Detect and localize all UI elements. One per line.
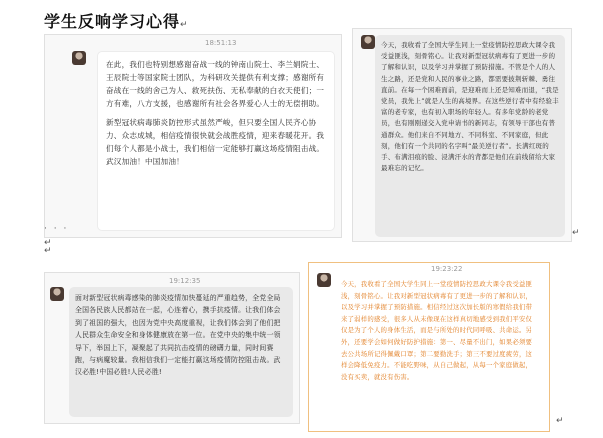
avatar xyxy=(50,287,64,301)
return-mark: ↵ xyxy=(44,246,52,256)
message-bubble xyxy=(69,287,293,417)
timestamp: 18:51:13 xyxy=(205,39,237,47)
message-text: 今天，我收看了全国大学生同上一堂疫情防控思政大课令我受益匪浅，刻骨铭心。让我对新型冠状病毒有了更进一步的了解和认识，以及学习并掌握了预防措施。相信经过这次加长版的寒假给我们带来了弱样的感受，很多人从未像现在这样真切地感受到我们平安仅仅是为了个人的身体生活，而是与所处的时代同呼吸、共命运。另外，还要学会如何做好防护措施：第一、尽量不出门，如果必须要去公共场所记得佩戴口罩；第二要勤洗手；第三不要过度疲劳，这样会降低免疫力。不能吃野味，从自己做起，从每一个家庭做起，没有买卖，就没有伤害。 xyxy=(341,280,533,381)
timestamp: 19:23:22 xyxy=(431,265,463,273)
chat-screenshot-4 xyxy=(308,262,550,432)
avatar xyxy=(361,35,375,49)
document-title xyxy=(44,9,189,32)
document-title-text: 学生反响学习心得 xyxy=(44,12,181,31)
timestamp: 19:12:35 xyxy=(169,277,201,285)
ellipsis: · · · xyxy=(44,224,69,234)
return-mark: ↵ xyxy=(180,20,189,30)
chat-screenshot-1 xyxy=(44,34,342,238)
message-text: 今天，我收看了全国大学生同上一堂疫情防控思政大课令我受益匪浅，刻骨铭心。让我对新型冠状病毒有了更进一步的了解和认识，以及学习并掌握了预防措施。不管是个人的人生之路，还是党和人民的事业之路，都需要披荆斩棘、勇往直前。在每一个困难面前，是迎难而上还是知难而退，“我是党员，我先上”就是人生的高境界。在这些逆行者中有经验丰富的老专家，也有初入职场的年轻人。有多年党龄的老党员，也有刚刚递交入党申请书的新同志，有领导干部也有普通群众。他们来自不同地方、不同科室、不同家庭，但此刻，他们有一个共同的名字叫“最美逆行者”。长满红斑的手、布满泪痕的脸、浸满汗水的背都是他们在前线留给大家最难忘的记忆。 xyxy=(381,41,559,173)
message-bubble xyxy=(335,275,543,427)
chat-screenshot-3 xyxy=(44,272,300,424)
return-mark: ↵ xyxy=(572,228,580,238)
return-mark: ↵ xyxy=(556,416,564,426)
message-bubble xyxy=(375,35,565,237)
message-text: 在此，我们也特别想感谢奋战一线的钟南山院士、李兰娟院士、王辰院士等国家院士团队，为科研攻关提供有利支撑；感谢所有奋战在一线的舍己为人、救死扶伤、无私奉献的白衣天使们；一方有难，八方支援，也感谢所有社会各界爱心人士的无偿捐助。 xyxy=(106,60,325,108)
message-text: 面对新型冠状病毒感染的肺炎疫情加快蔓延的严重趋势，全党全局全国各民族人民都站在一起，心连着心，携手抗疫情。让我们体会到了祖国的强大，也因为党中央高度重视，让我们体会到了他们把人民群众生命安全和身体健康放在第一位。在党中央的集中统一领导下，举国上下，凝聚起了共同抗击疫情的磅礴力量，同时间赛跑，与病魔较量。我相信我们一定能打赢这场疫情防控阻击战。武汉必胜!中国必胜!人民必胜! xyxy=(75,294,281,377)
message-text: 新型冠状病毒肺炎防控形式虽然严峻，但只要全国人民齐心协力、众志成城，相信疫情很快就会战胜疫情，迎来春暖花开。我们每个人都是小战士，我们相信一定能够打赢这场疫情阻击战。武汉加油！中国加油！ xyxy=(106,118,325,166)
return-mark: ↵ xyxy=(44,238,52,248)
avatar xyxy=(317,273,331,287)
message-bubble xyxy=(97,51,335,231)
chat-screenshot-2 xyxy=(352,28,572,242)
avatar xyxy=(72,51,86,65)
